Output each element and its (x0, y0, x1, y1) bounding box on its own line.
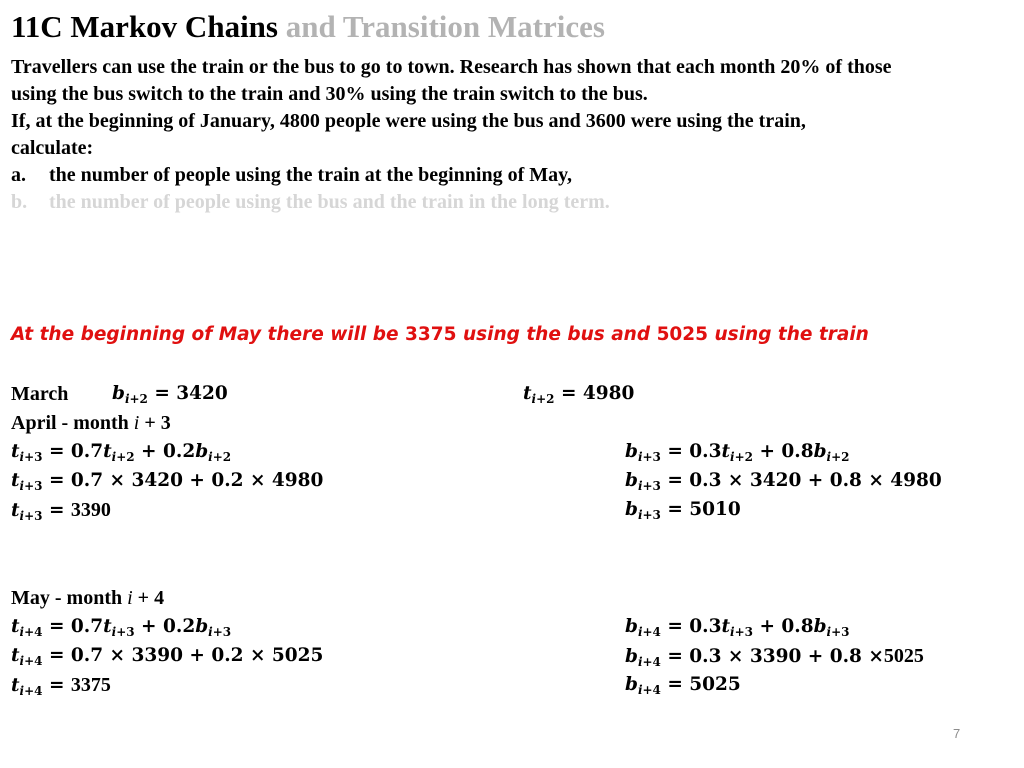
problem-line-4: calculate: (11, 137, 94, 159)
april-bus-result-value: 5010 (689, 499, 741, 520)
answer-statement (11, 321, 869, 349)
april-bus-coef2: 0.8 (781, 441, 814, 462)
april-bus-formula: $b_{i+3} = 0.3t_{i+2} + 0.8b_{i+2}$ (625, 441, 850, 464)
may-train-coef1: 0.7 (70, 616, 104, 637)
may-train-substitution: $t_{i+4} = 0.7 \times 3390 + 0.2 \times 5025$ (11, 645, 324, 668)
may-bus-coef1: 0.3 (689, 616, 722, 637)
question-b (11, 189, 610, 216)
may-train-sub-text: 0.7 × 3390 + 0.2 × 5025 (70, 645, 324, 666)
april-bus-coef1: 0.3 (689, 441, 722, 462)
april-label-text: April - month (11, 412, 129, 434)
april-train-coef2: 0.2 (163, 441, 196, 462)
april-bus-substitution: $b_{i+3} = 0.3 \times 3420 + 0.8 \times 4980$ (625, 470, 942, 493)
april-label (11, 409, 171, 437)
page-number: 7 (953, 726, 961, 741)
title-sub: and Transition Matrices (285, 9, 605, 44)
may-train-result-value: 3375 (70, 674, 111, 696)
april-train-coef1: 0.7 (70, 441, 104, 462)
question-a (11, 162, 572, 189)
problem-line-2: using the bus switch to the train and 30% using the train switch to the bus. (11, 83, 648, 105)
may-bus-sub-last: 5025 (883, 645, 924, 667)
april-bus-result: $b_{i+3} = 5010$ (625, 499, 741, 522)
march-train-value: 4980 (582, 383, 635, 404)
april-train-result-value: 3390 (70, 499, 111, 521)
may-bus-sub-text: 0.3 × 3390 + 0.8 × (689, 646, 884, 667)
may-label-var: i (127, 587, 133, 609)
may-bus-result-value: 5025 (689, 674, 741, 695)
march-bus-equation: $b_{i+2} = 3420$ (112, 383, 228, 406)
title-main: 11C Markov Chains (11, 9, 278, 44)
march-bus-value: 3420 (176, 383, 228, 404)
may-bus-substitution: $b_{i+4} = 0.3 \times 3390 + 0.8 \times 5025$ (625, 645, 924, 669)
april-train-substitution: $t_{i+3} = 0.7 \times 3420 + 0.2 \times 4980$ (11, 470, 324, 493)
april-bus-sub-text: 0.3 × 3420 + 0.8 × 4980 (689, 470, 942, 491)
slide-title (11, 8, 605, 46)
problem-line-3: If, at the beginning of January, 4800 people were using the bus and 3600 were using the train, (11, 110, 806, 132)
april-label-var: i (133, 412, 140, 434)
answer-part2: using the bus and (462, 324, 651, 345)
may-bus-result: $b_{i+4} = 5025$ (625, 674, 741, 697)
may-bus-formula: $b_{i+4} = 0.3t_{i+3} + 0.8b_{i+3}$ (625, 616, 850, 639)
answer-bus-count: 3375 (405, 324, 457, 345)
may-train-formula: $t_{i+4} = 0.7t_{i+3} + 0.2b_{i+3}$ (11, 616, 232, 639)
april-train-sub-text: 0.7 × 3420 + 0.2 × 4980 (70, 470, 324, 491)
question-a-text: the number of people using the train at the beginning of May, (49, 164, 572, 186)
march-train-equation: $t_{i+2} = 4980$ (523, 383, 635, 406)
april-train-formula: $t_{i+3} = 0.7t_{i+2} + 0.2b_{i+2}$ (11, 441, 232, 464)
march-label: March (11, 383, 69, 405)
answer-part3: using the train (714, 324, 869, 345)
may-label-text: May - month (11, 587, 123, 609)
question-b-label: b. (11, 191, 28, 213)
answer-train-count: 5025 (656, 324, 709, 345)
may-train-result: $t_{i+4} = 3375$ (11, 674, 111, 698)
may-label (11, 584, 164, 612)
may-bus-coef2: 0.8 (781, 616, 814, 637)
may-label-offset: + 4 (137, 587, 165, 609)
question-a-label: a. (11, 164, 26, 186)
april-label-offset: + 3 (144, 412, 171, 434)
question-b-text: the number of people using the bus and the train in the long term. (49, 191, 610, 213)
may-train-coef2: 0.2 (163, 616, 196, 637)
april-train-result: $t_{i+3} = 3390$ (11, 499, 111, 523)
answer-part1: At the beginning of May there will be (11, 324, 399, 345)
problem-line-1: Travellers can use the train or the bus to go to town. Research has shown that each month 20% of those (11, 56, 892, 78)
